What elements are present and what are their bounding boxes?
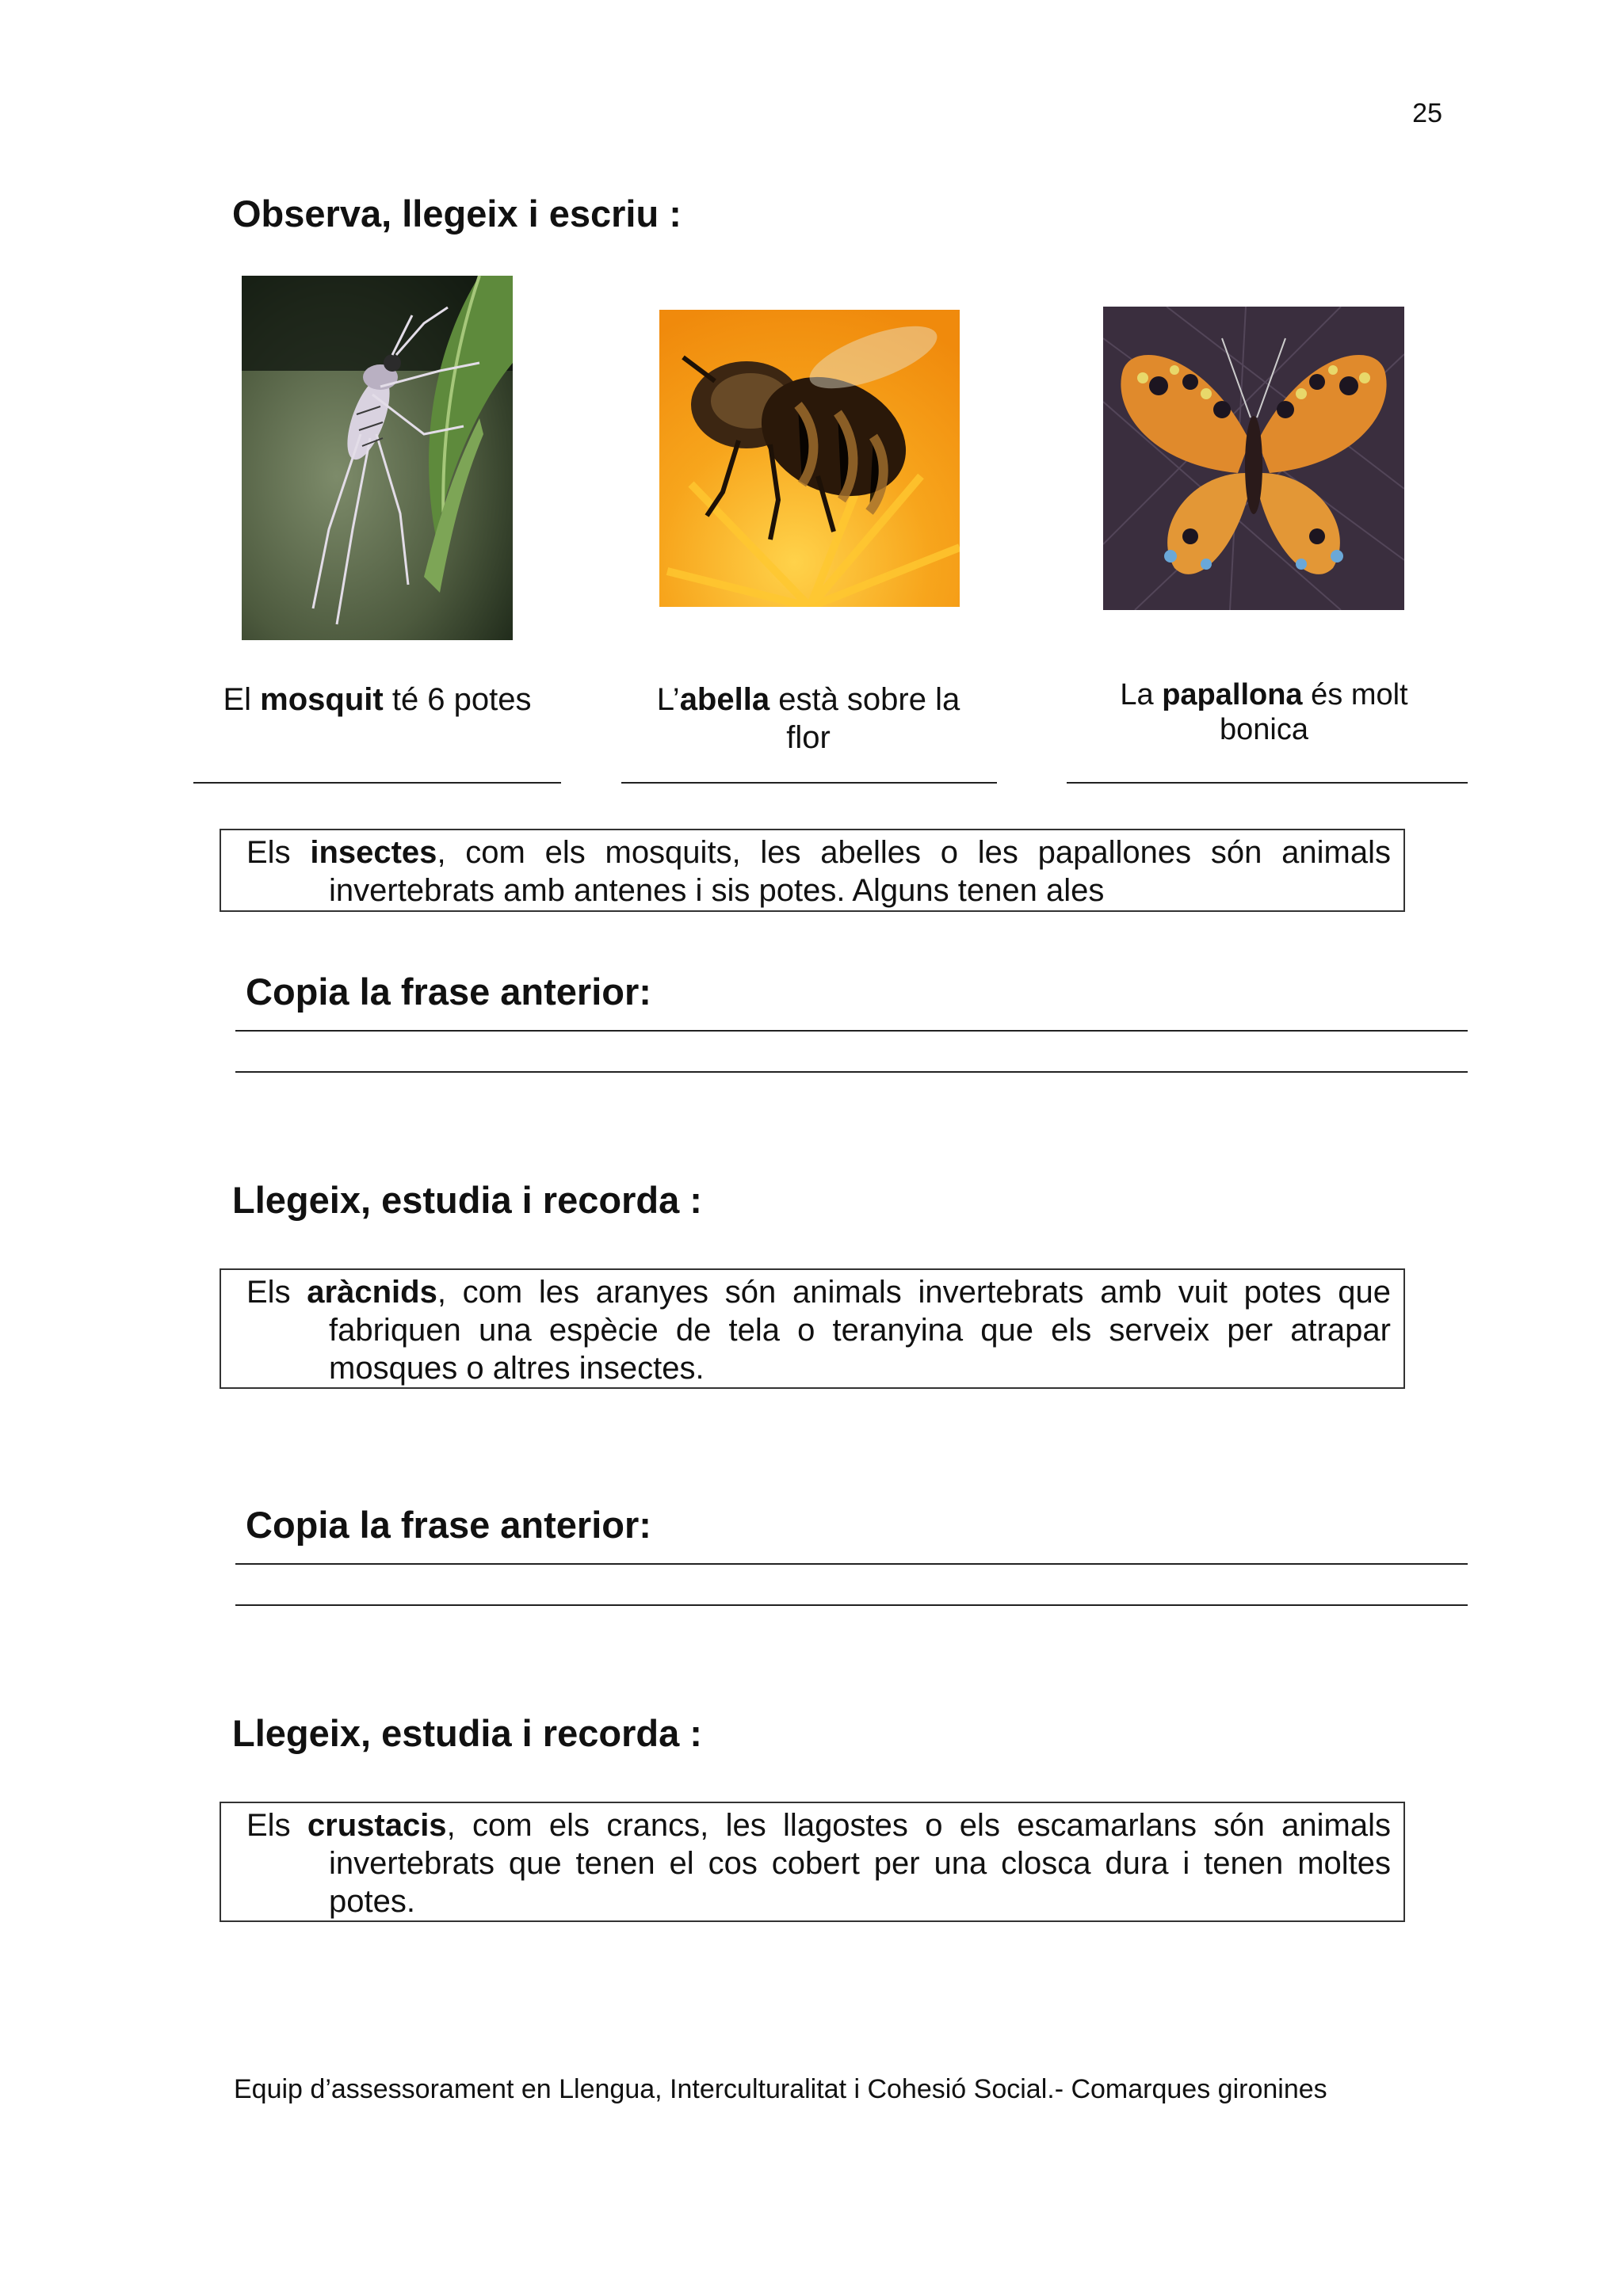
copy-heading-1: Copia la frase anterior: bbox=[246, 971, 651, 1013]
section-heading-observa: Observa, llegeix i escriu : bbox=[232, 193, 682, 235]
section-heading-crustaceans: Llegeix, estudia i recorda : bbox=[232, 1712, 702, 1754]
info-box-crustaceans: Els crustacis, com els crancs, les llagostes o els escamarlans són animals invertebrats que tenen el cos cobert per una closca dura i tenen moltes potes. bbox=[220, 1802, 1405, 1922]
writing-line[interactable] bbox=[193, 782, 561, 784]
writing-line[interactable] bbox=[235, 1030, 1468, 1032]
info-box-arachnids: Els aràcnids, com les aranyes són animals invertebrats amb vuit potes que fabriquen una espècie de tela o teranyina que els serveix per atrapar mosques o altres insectes. bbox=[220, 1268, 1405, 1389]
caption-papallona: La papallona és molt bonica bbox=[1120, 678, 1408, 746]
writing-line[interactable] bbox=[235, 1563, 1468, 1565]
writing-line[interactable] bbox=[1067, 782, 1468, 784]
section-heading-arachnids: Llegeix, estudia i recorda : bbox=[232, 1179, 702, 1221]
page-number: 25 bbox=[1412, 98, 1442, 128]
page-footer: Equip d’assessorament en Llengua, Interculturalitat i Cohesió Social.- Comarques gironines bbox=[234, 2074, 1327, 2104]
writing-line[interactable] bbox=[235, 1071, 1468, 1073]
caption-mosquit: El mosquit té 6 potes bbox=[223, 682, 532, 717]
butterfly-photo bbox=[1103, 307, 1404, 610]
bee-photo bbox=[659, 310, 960, 607]
mosquito-photo bbox=[242, 276, 513, 640]
writing-line[interactable] bbox=[621, 782, 997, 784]
writing-line[interactable] bbox=[235, 1604, 1468, 1606]
copy-heading-2: Copia la frase anterior: bbox=[246, 1504, 651, 1546]
info-box-insects: Els insectes, com els mosquits, les abelles o les papallones són animals invertebrats amb antenes i sis potes. Alguns tenen ales bbox=[220, 829, 1405, 912]
caption-abella: L’abella està sobre la flor bbox=[656, 682, 960, 755]
